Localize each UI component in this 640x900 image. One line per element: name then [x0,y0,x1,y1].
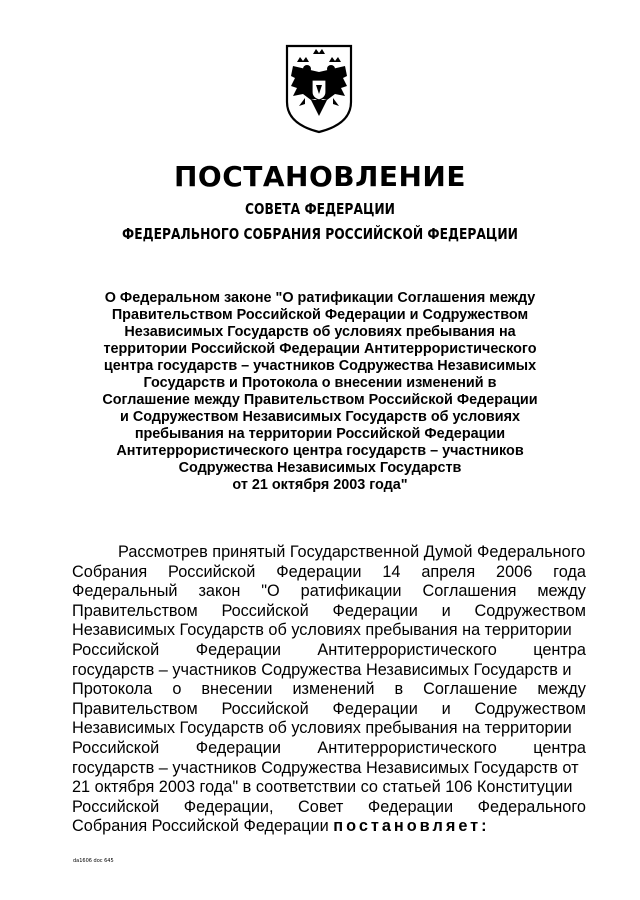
heading-line: от 21 октября 2003 года" [232,477,408,493]
file-reference: da1606 doc 645 [73,858,114,864]
heading-line: и Содружеством Независимых Государств об условиях [119,409,521,425]
body-line-final [72,817,586,837]
body-word: государств – участников Содружества Независимых Государств и [72,660,572,679]
body-line [72,700,586,720]
body-line [72,719,586,739]
body-line [72,621,586,641]
body-word: Антитеррористического [317,640,497,659]
heading-line: пребывания на территории Российской Федерации [134,426,506,442]
body-word: государств – участников Содружества Независимых Государств от [72,758,579,777]
body-word: Соглашения [422,582,517,601]
body-line [72,563,586,583]
body-word: Независимых Государств об условиях пребывания на территории [72,719,572,738]
body-word: между [537,680,586,699]
heading-line: Государств и Протокола о внесении изменений в [143,375,497,391]
body-word: Правительством [72,699,198,718]
body-word: Содружеством [474,699,586,718]
body-word: 14 [382,562,401,581]
body-word: в [394,680,404,699]
heading-line: Правительством Российской Федерации и Содружеством [111,307,529,323]
body-line [72,680,586,700]
body-word: 21 октября 2003 года" в соответствии со статьей 106 Конституции [72,778,573,797]
body-line [72,739,586,759]
body-word: Федерации [332,699,418,718]
body-word: о [172,680,182,699]
body-word: апреля [421,562,476,581]
document-title: ПОСТАНОВЛЕНИЕ [173,160,466,193]
heading-line: территории Российской Федерации Антитеррористического [103,341,537,357]
heading-line: центра государств – участников Содружества Независимых [103,358,537,374]
body-word: Совет [298,797,344,816]
body-word: Федерации, [183,797,274,816]
body-word: центра [533,640,586,659]
heading-line: Содружества Независимых Государств [178,460,462,476]
body-word: Федеральный [72,582,178,601]
body-last-line-text: Собрания Российской Федерации [72,817,329,836]
body-line [72,602,586,622]
body-word: Протокола [72,680,153,699]
body-word: Российской [168,562,256,581]
body-word: Федерации [195,640,281,659]
body-word: Федерации [367,797,454,816]
heading-line: Антитеррористического центра государств – участников [116,443,524,459]
body-line [72,582,586,602]
resolves-word: постановляет: [333,817,490,836]
body-word: и [441,601,451,620]
body-word: Российской [221,699,309,718]
body-word: Правительством [72,601,198,620]
russian-coat-of-arms-emblem [283,42,355,134]
body-word: Независимых Государств об условиях пребывания на территории [72,621,572,640]
issuer-line-2: ФЕДЕРАЛЬНОГО СОБРАНИЯ РОССИЙСКОЙ ФЕДЕРАЦИИ [122,225,518,243]
body-line [72,641,586,661]
body-word: Российской [72,640,160,659]
body-word: Российской [221,601,309,620]
body-word: между [537,582,586,601]
body-word: Федерации [276,562,362,581]
body-line [72,759,586,779]
body-word: внесении [201,680,273,699]
body-word: года [553,562,586,581]
body-word: ратификации [300,582,402,601]
body-word: центра [533,738,586,757]
body-line [72,798,586,818]
body-line [72,543,586,563]
body-word: закон [198,582,241,601]
body-line [72,661,586,681]
body-word: Рассмотрев принятый Государственной Думой Федерального [118,543,586,561]
body-word: Российской [72,797,160,816]
body-line [72,778,586,798]
body-word: 2006 [496,562,533,581]
body-word: Соглашение [423,680,518,699]
heading-line: Независимых Государств об условиях пребывания на [124,324,516,340]
body-word: Федерального [477,797,586,816]
body-word: Федерации [332,601,418,620]
resolution-heading [70,290,570,494]
resolution-body [72,543,586,837]
body-word: Собрания [72,562,148,581]
body-word: "О [261,582,280,601]
body-word: изменений [292,680,375,699]
body-word: Федерации [195,738,281,757]
body-word: Антитеррористического [317,738,497,757]
body-word: Российской [72,738,160,757]
body-word: и [441,699,451,718]
issuer-line-1: СОВЕТА ФЕДЕРАЦИИ [245,200,395,218]
body-word: Содружеством [474,601,586,620]
heading-line: Соглашение между Правительством Российской Федерации [102,392,538,408]
heading-line: О Федеральном законе "О ратификации Соглашения между [104,290,536,306]
